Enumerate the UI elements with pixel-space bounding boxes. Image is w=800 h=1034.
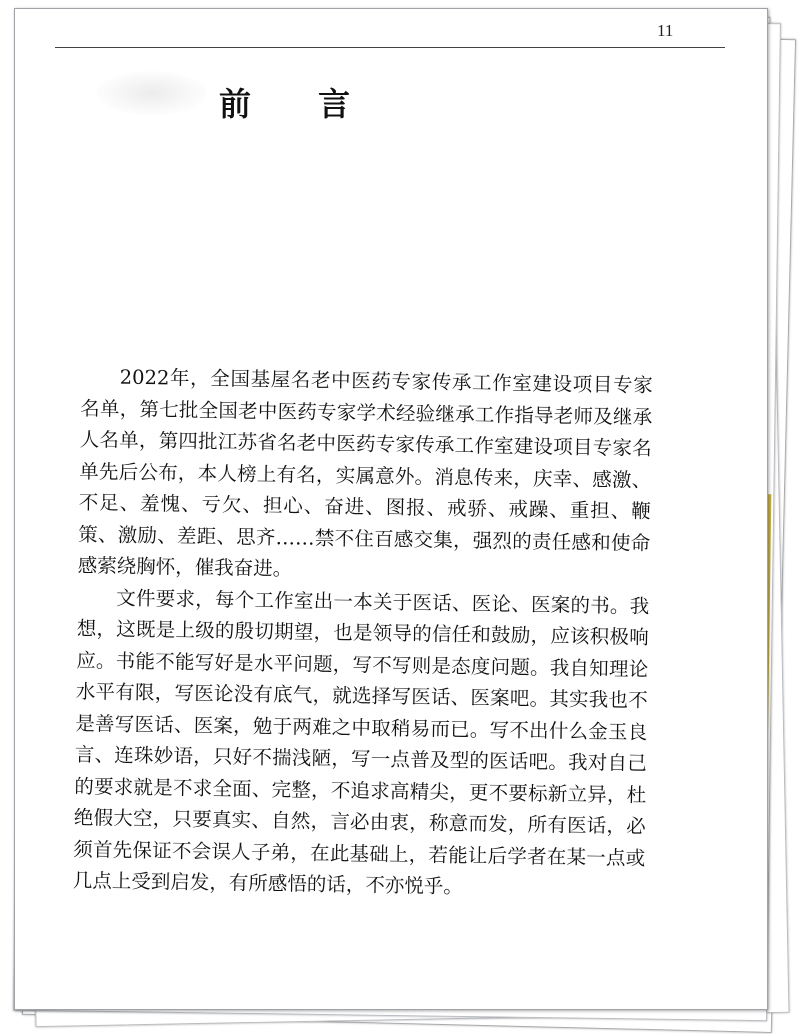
document-page (14, 8, 768, 1010)
header-rule (55, 47, 725, 48)
paragraph: 2022年，全国基屋名老中医药专家传承工作室建设项目专家名单，第七批全国老中医药专家学术经验继承工作指导老师及继承人名单，第四批江苏省名老中医药专家传承工作室建设项目专家名单先后公布，本人榜上有名，实属意外。消息传来，庆幸、感激、不足、羞愧、亏欠、担心、奋进、图报、戒骄、戒躁、重担、鞭策、激励、差距、思齐……禁不住百感交集，强烈的责任感和使命感萦绕胸怀，催我奋进。 (77, 365, 653, 581)
page-number: 11 (657, 21, 674, 40)
page-title: 前 言 (219, 85, 379, 123)
paragraph: 文件要求，每个工作室出一本关于医话、医论、医案的书。我想，这既是上级的殷切期望，也是领导的信任和鼓励，应该积极响应。书能不能写好是水平问题，写不写则是态度问题。我自知理论水平有限，写医论没有底气，就选择写医话、医案吧。其实我也不是善写医话、医案，勉于两难之中取稍易而已。写不出什么金玉良言、连珠妙语，只好不揣浅陋，写一点普及型的医话吧。我对自己的要求就是不求全面、完整，不追求高精尖，更不要标新立异，杜绝假大空，只要真实、自然，言必由衷，称意而发，所有医话，必须首先保证不会误人子弟，在此基础上，若能让后学者在某一点或几点上受到启发，有所感悟的话，不亦悦乎。 (72, 586, 650, 899)
scan-smudge (97, 71, 207, 115)
preface-body (73, 361, 653, 905)
